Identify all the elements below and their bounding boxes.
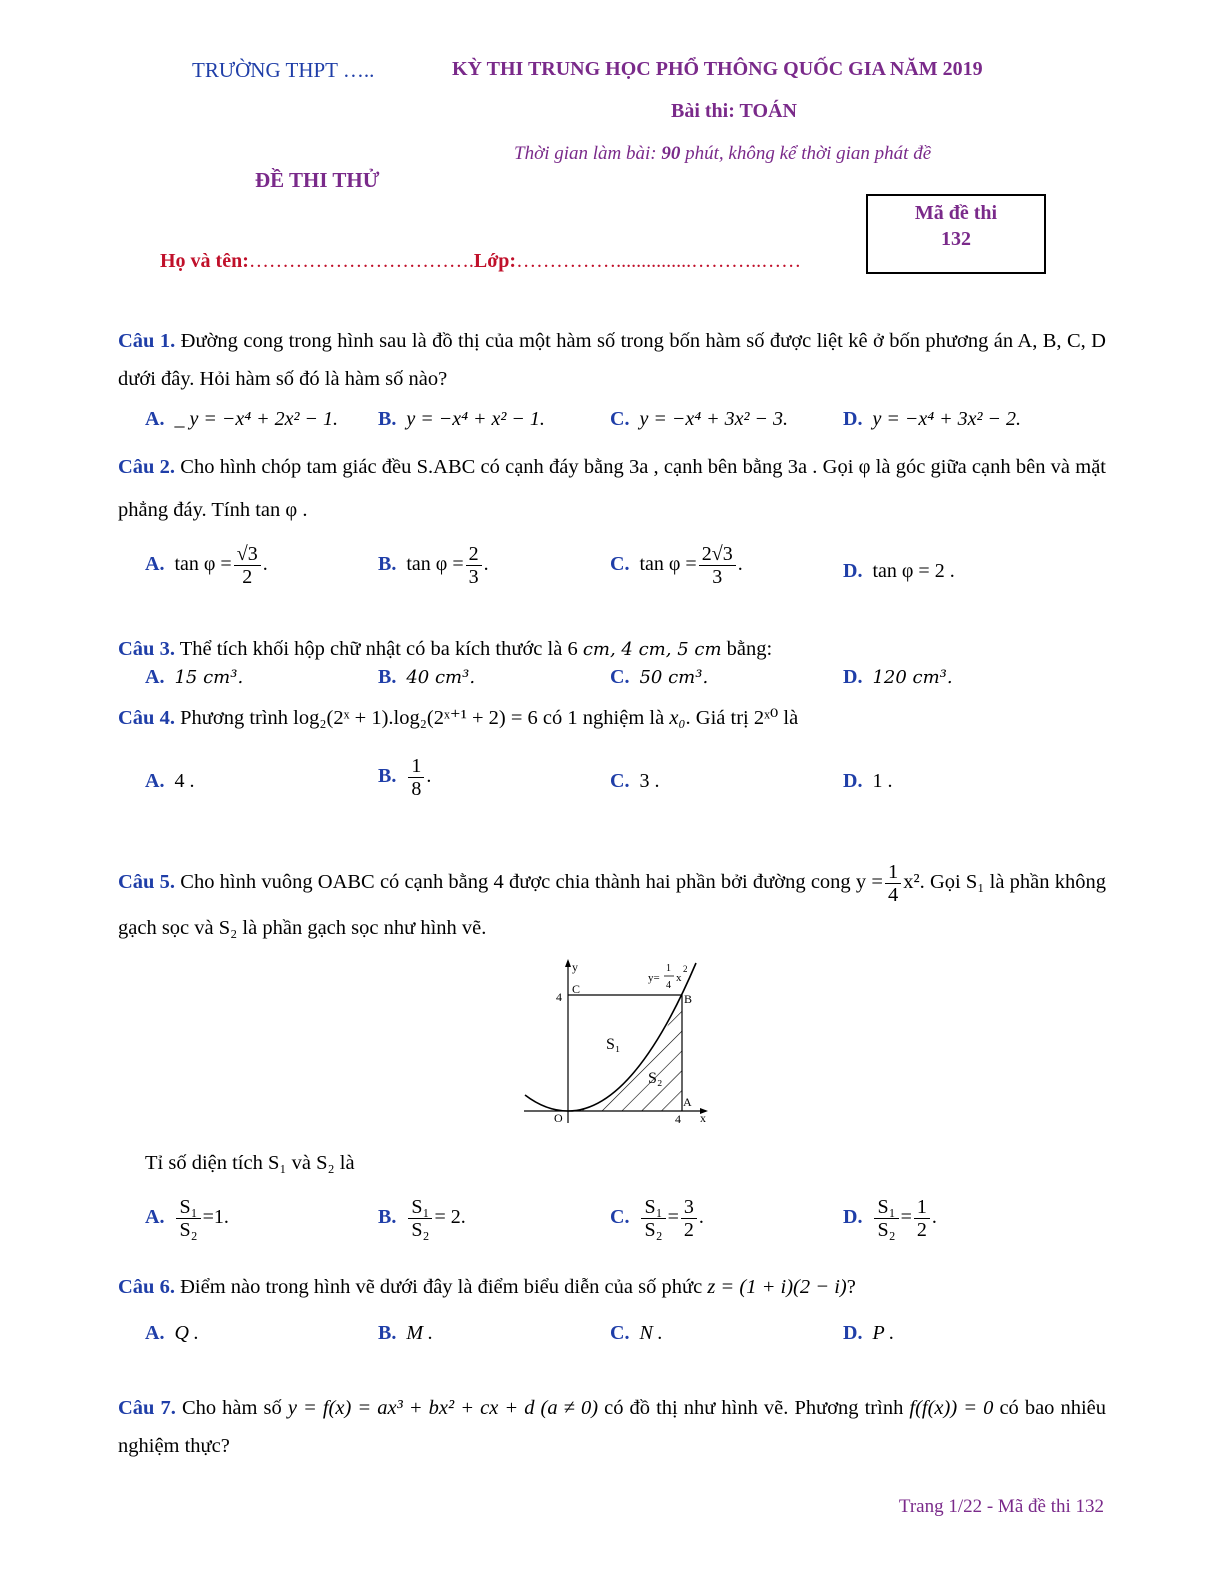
option-text: y = −x⁴ + 3x² − 2.	[872, 408, 1022, 430]
axis-label-x: x	[700, 1111, 706, 1125]
option-fraction	[466, 543, 482, 588]
option-text: 50 cm³.	[639, 667, 709, 688]
q1-option-c	[610, 408, 788, 431]
question-text: Cho hình chóp tam giác đều S.ABC có cạnh đáy bằng 3a , cạnh bên bằng 3a . Gọi φ là góc giữa cạnh bên và mặt phẳng đáy. Tính tan φ .	[118, 456, 1106, 521]
fraction-denominator: 2	[242, 566, 253, 588]
class-label: Lớp:	[473, 250, 517, 272]
exam-code-label: Mã đề thi	[914, 202, 998, 224]
question-text: Phương trình	[180, 707, 289, 729]
option-label: C.	[610, 1206, 630, 1229]
fraction-numerator: 1	[885, 861, 901, 884]
fraction-denominator: S₂	[877, 1219, 896, 1241]
q3-option-c	[610, 666, 708, 689]
value-fraction	[914, 1196, 930, 1241]
exam-title: KỲ THI TRUNG HỌC PHỔ THÔNG QUỐC GIA NĂM 2019	[452, 58, 983, 80]
square-curve-figure	[520, 955, 720, 1135]
fraction-numerator: 2√3	[699, 543, 736, 566]
question-2	[118, 446, 1106, 532]
exam-time	[514, 143, 931, 165]
page-footer: Trang 1/22 - Mã đề thi 132	[898, 1496, 1104, 1517]
exam-code-value: 132	[941, 228, 971, 250]
option-label: D.	[843, 408, 863, 430]
exam-subject: Bài thi: TOÁN	[671, 100, 797, 122]
q1-option-a	[145, 408, 338, 431]
school-name: TRƯỜNG THPT …..	[192, 58, 375, 82]
option-label: B.	[378, 553, 397, 576]
option-label: B.	[378, 408, 397, 430]
question-number: Câu 6.	[118, 1276, 175, 1298]
fraction-numerator: √3	[234, 543, 261, 566]
fraction-denominator: S₂	[411, 1219, 430, 1241]
curve-label-x: x	[676, 972, 682, 984]
q5-option-d: D. $\frac{\text{S₁}}{\text{S₂}}$ = $\frac{1}{2}$ .	[843, 1196, 937, 1241]
fraction-numerator: S₁	[874, 1196, 898, 1219]
question-text-end: bằng:	[721, 638, 773, 660]
option-text: y = −x⁴ + 3x² − 3.	[639, 408, 789, 430]
option-label: A.	[145, 1206, 165, 1229]
option-text: 3 .	[639, 770, 660, 792]
option-text: y = −x⁴ + x² − 1.	[406, 408, 545, 430]
point-label-c: C	[572, 982, 581, 996]
question-4	[118, 699, 1106, 737]
option-label: C.	[610, 770, 630, 792]
fraction-numerator: 3	[681, 1196, 697, 1219]
class-dots: ……………...............………..……	[516, 250, 802, 272]
option-label: D.	[843, 1206, 863, 1229]
question-text-2: Gọi S₁ là phần không gạch sọc và S₂ là phần gạch sọc như hình vẽ.	[118, 871, 1106, 939]
curve-label-numerator: 1	[666, 963, 671, 974]
option-label: C.	[610, 666, 630, 688]
q2-option-c: C. tan φ = $\frac{2√3}{3}$ .	[610, 543, 743, 588]
name-dots: …………………………….	[248, 250, 474, 272]
curve-label-denominator: 4	[666, 980, 671, 991]
option-fraction	[234, 543, 261, 588]
question-variable: x₀	[669, 707, 686, 729]
fraction-denominator: 8	[411, 778, 422, 800]
q6-option-c	[610, 1322, 663, 1345]
option-lhs: tan φ =	[406, 553, 464, 576]
option-label: A.	[145, 770, 165, 792]
option-label: B.	[378, 666, 397, 688]
exam-code-box	[866, 194, 1046, 274]
fraction-denominator: S₂	[644, 1219, 663, 1241]
tick-label-4-y: 4	[556, 990, 562, 1004]
ratio-fraction	[874, 1196, 898, 1241]
q1-option-b	[378, 408, 545, 431]
q1-option-d	[843, 408, 1021, 431]
q6-option-d	[843, 1322, 894, 1345]
option-label: D.	[843, 770, 863, 792]
option-text: _ y = −x⁴ + 2x² − 1.	[174, 408, 339, 430]
option-label: C.	[610, 1322, 630, 1344]
question-number: Câu 1.	[118, 330, 176, 352]
fraction-numerator: 1	[408, 755, 424, 778]
curve-lhs: y =	[855, 871, 883, 893]
region-label-s2: S₂	[648, 1070, 663, 1087]
question-expression: z = (1 + i)(2 − i)	[707, 1276, 847, 1298]
question-text-3: có bao nhiêu nghiệm thực?	[118, 1397, 1107, 1457]
question-text: Cho hình vuông OABC có cạnh bằng 4 được chia thành hai phần bởi đường cong	[180, 871, 851, 893]
fraction-numerator: 1	[914, 1196, 930, 1219]
option-text: 1 .	[872, 770, 893, 792]
option-fraction	[699, 543, 736, 588]
trial-label: ĐỀ THI THỬ	[255, 168, 380, 192]
option-text: 120 cm³.	[872, 667, 953, 688]
question-text: Điểm nào trong hình vẽ dưới đây là điểm biểu diễn của số phức	[180, 1276, 703, 1298]
option-label: B.	[378, 1322, 397, 1344]
question-number: Câu 7.	[118, 1397, 176, 1419]
curve-label-y: y=	[648, 972, 660, 984]
question-7	[118, 1389, 1106, 1465]
fraction-denominator: 4	[887, 883, 899, 906]
option-lhs: tan φ =	[639, 553, 697, 576]
ratio-fraction	[641, 1196, 665, 1241]
question-dimensions: cm, 4 cm, 5 cm	[582, 639, 722, 660]
option-text: N .	[639, 1322, 663, 1344]
q2-option-d	[843, 560, 955, 583]
q5-option-b	[378, 1196, 466, 1241]
fraction-numerator: S₁	[176, 1196, 200, 1219]
axis-label-y: y	[572, 960, 578, 974]
option-label: D.	[843, 560, 863, 582]
q5-option-a	[145, 1196, 229, 1241]
q3-option-a	[145, 666, 243, 689]
ratio-fraction	[408, 1196, 432, 1241]
question-text: Đường cong trong hình sau là đồ thị của một hàm số trong bốn hàm số được liệt kê ở bốn phương án A, B, C, D dưới đây. Hỏi hàm số đó là hàm số nào?	[118, 330, 1106, 390]
question-value: 2ˣ⁰	[753, 707, 779, 729]
option-text: 15 cm³.	[174, 667, 244, 688]
q3-option-b	[378, 666, 475, 689]
tick-label-4-x: 4	[675, 1112, 681, 1126]
option-rhs: = 2.	[434, 1206, 466, 1229]
fraction-denominator: S₂	[179, 1219, 198, 1241]
time-prefix: Thời gian làm bài:	[514, 143, 662, 164]
question-expression: y = f(x) = ax³ + bx² + cx + d (a ≠ 0)	[287, 1397, 599, 1419]
curve-rhs: x².	[903, 871, 925, 893]
option-label: A.	[145, 1322, 165, 1344]
q2-option-b: B. tan φ = $\frac{2}{3}$ .	[378, 543, 489, 588]
point-label-b: B	[684, 992, 693, 1006]
option-label: A.	[145, 408, 165, 430]
fraction-denominator: 3	[468, 566, 479, 588]
question-number: Câu 2.	[118, 456, 176, 478]
option-rhs: =1.	[202, 1206, 229, 1229]
option-label: B.	[378, 1206, 397, 1229]
option-label: A.	[145, 553, 165, 576]
q4-option-c	[610, 770, 659, 793]
fraction-numerator: S₁	[408, 1196, 432, 1219]
question-text-3: . Giá trị	[685, 707, 749, 729]
option-label: C.	[610, 553, 630, 576]
option-text: P .	[872, 1322, 895, 1344]
curve-label-power: 2	[683, 964, 688, 974]
point-label-a: A	[683, 1095, 692, 1109]
option-text: tan φ = 2 .	[872, 560, 955, 582]
question-text: Cho hàm số	[181, 1397, 282, 1419]
q2-option-a: A. tan φ = $\frac{√3}{2}$ .	[145, 543, 268, 588]
question-equation: f(f(x)) = 0	[909, 1397, 994, 1419]
question-text: Thể tích khối hộp chữ nhật có ba kích thước là 6	[179, 638, 583, 660]
question-mark: ?	[846, 1276, 856, 1298]
q3-option-d	[843, 666, 953, 689]
y-axis-arrow	[565, 959, 571, 967]
q4-option-d	[843, 770, 892, 793]
question-number: Câu 3.	[118, 638, 175, 660]
point-label-o: O	[554, 1111, 563, 1125]
q6-option-a	[145, 1322, 199, 1345]
option-label: B.	[378, 765, 397, 788]
question-3	[118, 630, 1106, 669]
fraction-denominator: 3	[712, 566, 723, 588]
option-text: 4 .	[174, 770, 195, 792]
option-label: D.	[843, 666, 863, 688]
option-label: C.	[610, 408, 630, 430]
name-label: Họ và tên:	[160, 250, 249, 272]
option-label: A.	[145, 666, 165, 688]
q4-option-b: B. $\frac{1}{8}$ .	[378, 755, 432, 800]
question-6	[118, 1268, 1106, 1306]
question-text-2: có đồ thị như hình vẽ. Phương trình	[604, 1397, 904, 1419]
value-fraction	[681, 1196, 697, 1241]
curve-fraction	[885, 861, 901, 906]
ratio-fraction	[176, 1196, 200, 1241]
option-text: M .	[406, 1322, 434, 1344]
option-text: Q .	[174, 1322, 199, 1344]
student-info-line	[160, 250, 801, 273]
question-text-4: là	[783, 707, 799, 729]
question-equation: log₂(2ˣ + 1).log₂(2ˣ⁺¹ + 2) = 6	[293, 707, 538, 729]
q4-option-a	[145, 770, 194, 793]
option-text: 40 cm³.	[406, 667, 476, 688]
fraction-denominator: 2	[683, 1219, 694, 1241]
option-fraction	[408, 755, 424, 800]
question-number: Câu 5.	[118, 871, 176, 893]
q6-option-b	[378, 1322, 433, 1345]
question-1	[118, 322, 1106, 398]
fraction-denominator: 2	[916, 1219, 927, 1241]
region-label-s1: S₁	[606, 1036, 621, 1053]
q5-option-c: C. $\frac{\text{S₁}}{\text{S₂}}$ = $\frac{3}{2}$ .	[610, 1196, 704, 1241]
option-label: D.	[843, 1322, 863, 1344]
fraction-numerator: 2	[466, 543, 482, 566]
s2-hatched-region	[568, 995, 682, 1111]
fraction-numerator: S₁	[641, 1196, 665, 1219]
question-text-2: có 1 nghiệm là	[542, 707, 665, 729]
question-5	[118, 860, 1106, 950]
time-value: 90	[661, 143, 681, 164]
question-number: Câu 4.	[118, 707, 175, 729]
q5-ratio-text: Tỉ số diện tích S₁ và S₂ là	[145, 1152, 355, 1174]
option-lhs: tan φ =	[174, 553, 232, 576]
time-suffix: phút, không kể thời gian phát đề	[680, 143, 932, 164]
